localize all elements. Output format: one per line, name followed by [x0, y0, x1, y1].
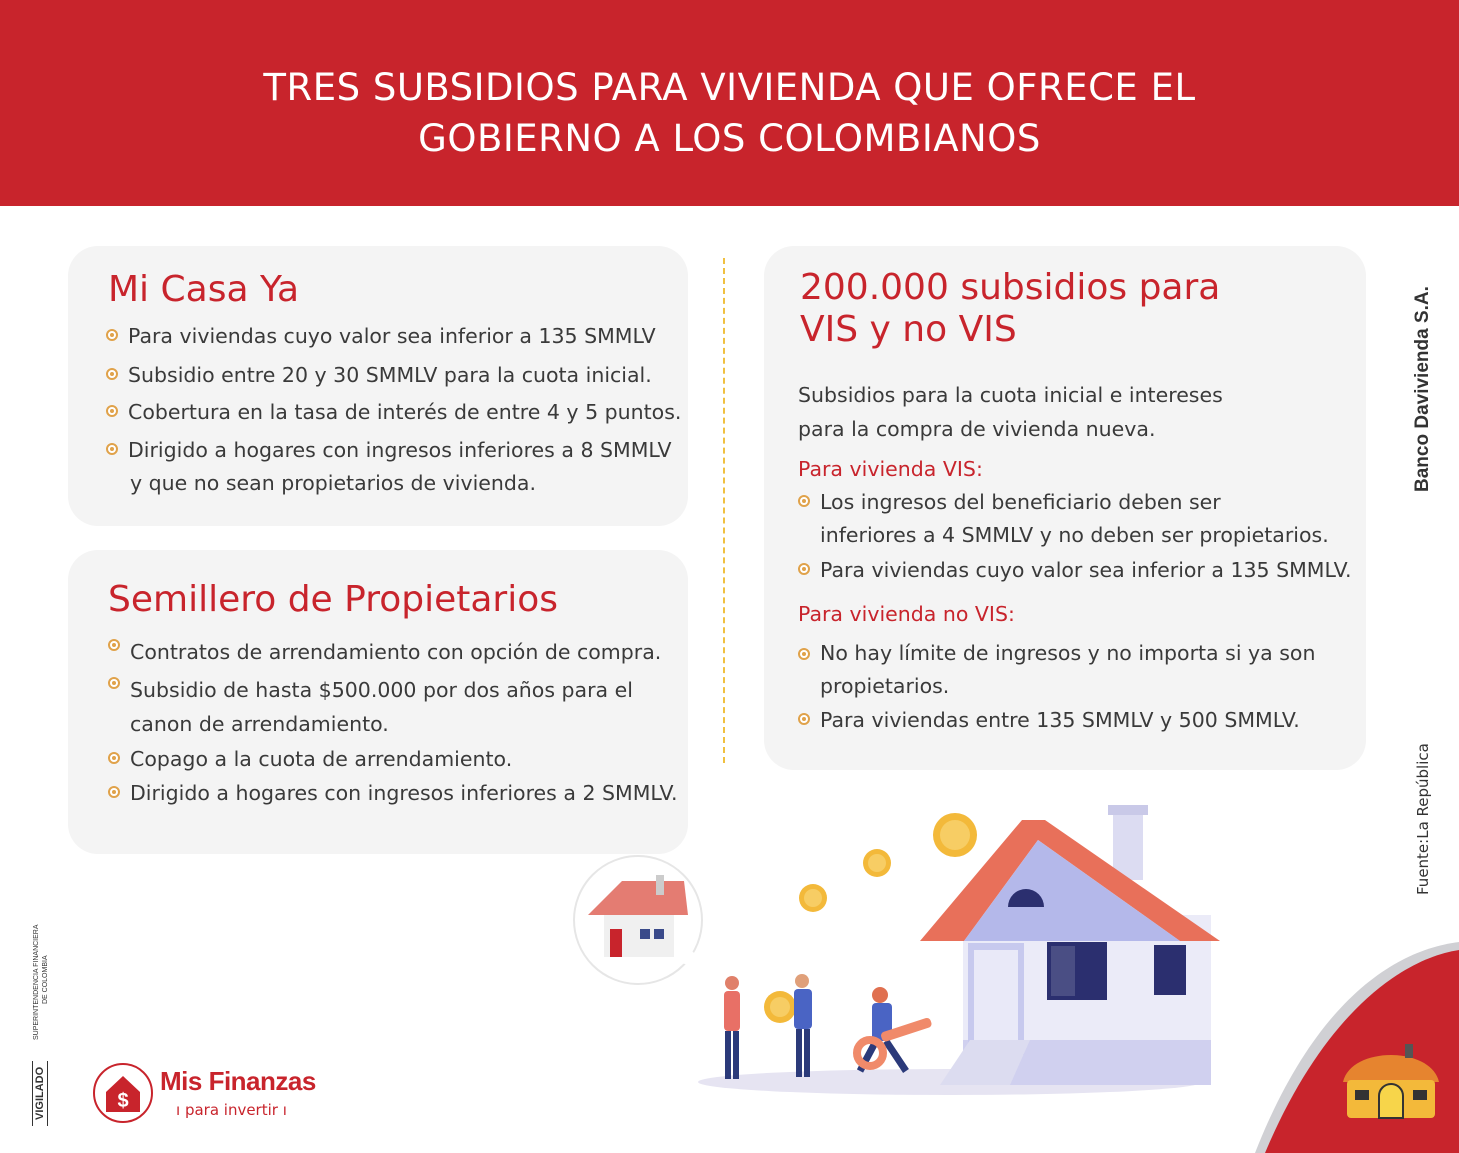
bullet-icon	[108, 752, 120, 764]
bullet-icon	[108, 639, 120, 651]
card-title-line1: 200.000 subsidios para	[800, 267, 1221, 308]
list-item: Dirigido a hogares con ingresos inferiores a 2 SMMLV.	[130, 776, 677, 810]
page-title-line1: TRES SUBSIDIOS PARA VIVIENDA QUE OFRECE EL	[263, 66, 1196, 109]
page-title-line2: GOBIERNO A LOS COLOMBIANOS	[418, 117, 1041, 160]
list-item: Subsidio entre 20 y 30 SMMLV para la cuota inicial.	[128, 358, 652, 392]
intro-line1: Subsidios para la cuota inicial e intereses	[798, 383, 1223, 407]
bullet-icon	[798, 495, 810, 507]
card-200000-subsidios	[764, 246, 1366, 770]
people-illustration	[724, 974, 933, 1079]
vigilado-label: VIGILADO	[32, 1061, 48, 1126]
bullet-icon	[798, 713, 810, 725]
source-label: Fuente:La República	[1414, 743, 1432, 895]
bullet-icon	[798, 563, 810, 575]
novis-heading: Para vivienda no VIS:	[798, 602, 1015, 626]
list-item: Para viviendas cuyo valor sea inferior a 135 SMMLV	[128, 319, 656, 353]
card-mi-casa-ya	[68, 246, 688, 526]
house-illustration	[560, 795, 1280, 1095]
svg-text:$: $	[117, 1090, 129, 1112]
superintendencia-line2: DE COLOMBIA	[42, 955, 49, 1004]
davivienda-logo-icon	[1255, 940, 1459, 1153]
logo-name: Mis Finanzas	[160, 1066, 316, 1096]
coin-icon	[799, 884, 827, 912]
speech-bubble	[574, 856, 708, 984]
list-item: Subsidio de hasta $500.000 por dos años para el	[130, 673, 633, 707]
bullet-icon	[108, 786, 120, 798]
bank-label: Banco Davivienda S.A.	[1412, 286, 1433, 492]
dashed-divider	[723, 258, 725, 763]
bullet-icon	[106, 368, 118, 380]
list-item-continuation: canon de arrendamiento.	[130, 712, 389, 736]
intro-line2: para la compra de vivienda nueva.	[798, 417, 1156, 441]
list-item-continuation: y que no sean propietarios de vivienda.	[130, 471, 537, 495]
bullet-icon	[798, 648, 810, 660]
list-item: No hay límite de ingresos y no importa si ya son	[820, 636, 1315, 670]
bullet-icon	[106, 329, 118, 341]
list-item: Los ingresos del beneficiario deben ser	[820, 485, 1221, 519]
logo-tagline: para invertir	[184, 1101, 278, 1119]
list-item: Dirigido a hogares con ingresos inferiores a 8 SMMLV	[128, 433, 672, 467]
card-title: Mi Casa Ya	[108, 269, 300, 310]
header-banner	[0, 0, 1459, 206]
coin-icon	[863, 849, 891, 877]
bullet-icon	[108, 677, 120, 689]
list-item: Contratos de arrendamiento con opción de compra.	[130, 635, 661, 669]
coin-icon	[933, 813, 977, 857]
vis-heading: Para vivienda VIS:	[798, 457, 983, 481]
card-title: Semillero de Propietarios	[108, 579, 559, 620]
bullet-icon	[106, 405, 118, 417]
superintendencia-line1: SUPERINTENDENCIA FINANCIERA	[33, 924, 40, 1040]
bullet-icon	[106, 443, 118, 455]
list-item: Cobertura en la tasa de interés de entre 4 y 5 puntos.	[128, 395, 681, 429]
list-item: Copago a la cuota de arrendamiento.	[130, 742, 512, 776]
list-item: Para viviendas entre 135 SMMLV y 500 SMMLV.	[820, 703, 1300, 737]
page-title	[180, 62, 1279, 164]
list-item-continuation: propietarios.	[820, 674, 950, 698]
list-item: Para viviendas cuyo valor sea inferior a 135 SMMLV.	[820, 553, 1352, 587]
card-title-line2: VIS y no VIS	[800, 309, 1017, 350]
list-item-continuation: inferiores a 4 SMMLV y no deben ser propietarios.	[820, 523, 1329, 547]
mis-finanzas-logo-icon	[92, 1062, 154, 1124]
logo-tagline-wrap: ı para invertir ı	[176, 1101, 287, 1119]
